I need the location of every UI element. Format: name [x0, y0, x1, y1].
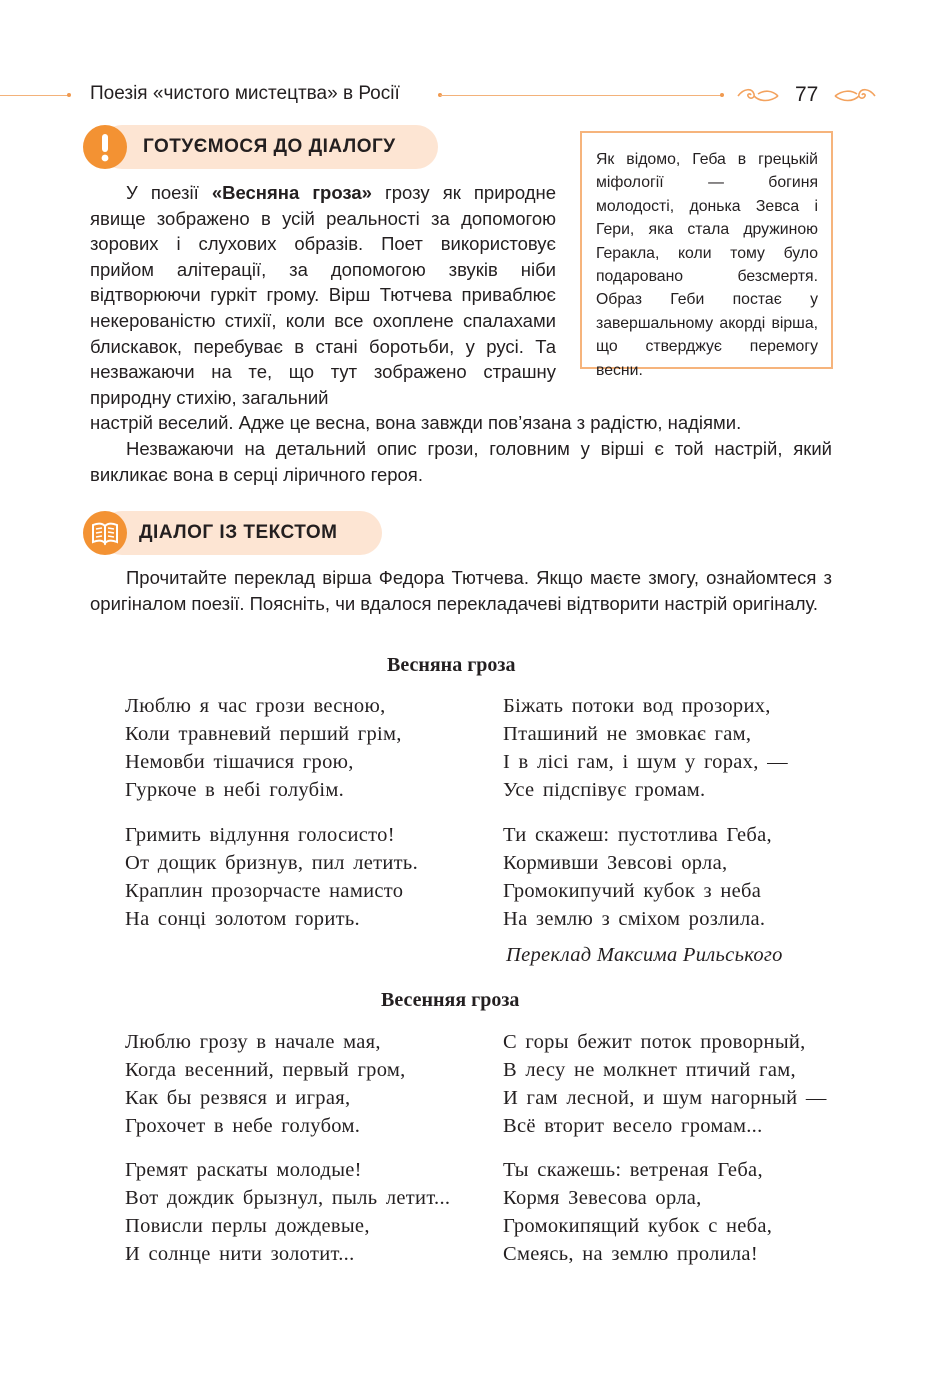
- poem-line: Гримить відлуння голосисто!: [125, 824, 395, 846]
- poem-line: Когда весенний, первый гром,: [125, 1059, 406, 1081]
- section-heading-prepare: ГОТУЄМОСЯ ДО ДІАЛОГУ: [143, 136, 396, 157]
- poem-line: В лесу не молкнет птичий гам,: [503, 1059, 796, 1081]
- poem-line: Громокипучий кубок з неба: [503, 880, 762, 902]
- stanza-ru-4: [503, 1156, 772, 1268]
- stanza-ru-1: [125, 1028, 406, 1140]
- header-rule-middle: [440, 95, 722, 96]
- poem-line: Как бы резвяся и играя,: [125, 1087, 351, 1109]
- intro-paragraph: [90, 180, 556, 410]
- stanza-ru-2: [503, 1028, 827, 1140]
- poem-line: Немовби тішачися грою,: [125, 751, 354, 773]
- open-book-icon: [83, 511, 127, 555]
- poem-line: І в лісі гам, і шум у горах, —: [503, 751, 788, 773]
- poem-line: Грохочет в небе голубом.: [125, 1115, 361, 1137]
- poem-line: Громокипящий кубок с неба,: [503, 1215, 773, 1237]
- poem-line: Коли травневий перший грім,: [125, 723, 402, 745]
- poem-line: Усе підспівує громам.: [503, 779, 706, 801]
- poem-line: Вот дождик брызнул, пыль летит...: [125, 1187, 451, 1209]
- header-rule-dot: [67, 93, 71, 97]
- poem-line: Гремят раскаты молодые!: [125, 1159, 362, 1181]
- poem-title-bold: «Весняна гроза»: [211, 182, 372, 203]
- page-number: 77: [795, 83, 819, 106]
- poem-line: Кормя Зевесова орла,: [503, 1187, 702, 1209]
- poem-line: Ты скажешь: ветреная Геба,: [503, 1159, 763, 1181]
- mood-paragraph: Незважаючи на детальний опис грози, головним у вірші є той настрій, який викликає вона в серці ліричного героя.: [90, 438, 832, 485]
- header-rule-left: [0, 95, 68, 96]
- exclamation-icon: [83, 125, 127, 169]
- intro-paragraph-continuation: настрій веселий. Адже це весна, вона завжди пов’язана з радістю, надіями.: [90, 412, 742, 433]
- flourish-ornament-left: [736, 86, 780, 106]
- poem-line: Біжать потоки вод прозорих,: [503, 695, 771, 717]
- intro-text-rest: грозу як природне явище зображено в усій реальності за допомогою зорових і слухових образів. Поет використовує прийом алітерації, за допомогою звуків ніби відтворюючи гуркіт грому. Вірш Тютчева приваблює некерованістю стихії, коли все охоплене спалахами блискавок, перебуває в стані боротьби, у русі. Та незважаючи на те, що тут зображено страшну природну стихію, загальний: [90, 182, 557, 408]
- sidebar-note-text: Як відомо, Геба в грецькій міфології — богиня молодості, донька Зевса і Гери, яка стала дружиною Геракла, коли тому було подаровано безсмертя. Образ Геби постає у завершальному акорді вірша, що стверджує перемогу весни.: [596, 151, 818, 379]
- poem-line: Смеясь, на землю пролила!: [503, 1243, 758, 1265]
- poem-title-russian: Весенняя гроза: [381, 989, 520, 1011]
- translator-credit: Переклад Максима Рильського: [506, 944, 783, 966]
- chapter-title: Поезія «чистого мистецтва» в Росії: [90, 83, 400, 104]
- poem-line: Люблю я час грози весною,: [125, 695, 386, 717]
- poem-line: Гуркоче в небі голубім.: [125, 779, 345, 801]
- poem-line: И гам лесной, и шум нагорный —: [503, 1087, 827, 1109]
- stanza-ru-3: [125, 1156, 450, 1268]
- poem-line: Ти скажеш: пустотлива Геба,: [503, 824, 772, 846]
- poem-line: Люблю грозу в начале мая,: [125, 1031, 381, 1053]
- poem-title-ukrainian: Весняна гроза: [387, 654, 516, 676]
- stanza-ua-3: [125, 821, 418, 933]
- intro-text-start: У поезії: [126, 182, 212, 203]
- flourish-ornament-right: [833, 86, 877, 106]
- poem-line: Краплин прозорчасте намисто: [125, 880, 404, 902]
- poem-line: На землю з сміхом розлила.: [503, 908, 766, 930]
- stanza-ua-1: [125, 692, 402, 804]
- poem-line: Всё вторит весело громам...: [503, 1115, 763, 1137]
- poem-line: На сонці золотом горить.: [125, 908, 360, 930]
- stanza-ua-4: [503, 821, 772, 933]
- stanza-ua-2: [503, 692, 788, 804]
- poem-line: И солнце нити золотит...: [125, 1243, 355, 1265]
- header-rule-dot: [720, 93, 724, 97]
- poem-line: Повисли перлы дождевые,: [125, 1215, 370, 1237]
- poem-line: С горы бежит поток проворный,: [503, 1031, 806, 1053]
- task-instruction: Прочитайте переклад вірша Федора Тютчева. Якщо маєте змогу, ознайомтеся з оригіналом поезії. Поясніть, чи вдалося перекладачеві відтворити настрій оригіналу.: [90, 567, 832, 614]
- poem-line: Пташиний не змовкає гам,: [503, 723, 752, 745]
- poem-line: Кормивши Зевсові орла,: [503, 852, 728, 874]
- poem-line: От дощик бризнув, пил летить.: [125, 852, 418, 874]
- section-heading-dialog: ДІАЛОГ ІЗ ТЕКСТОМ: [139, 522, 338, 543]
